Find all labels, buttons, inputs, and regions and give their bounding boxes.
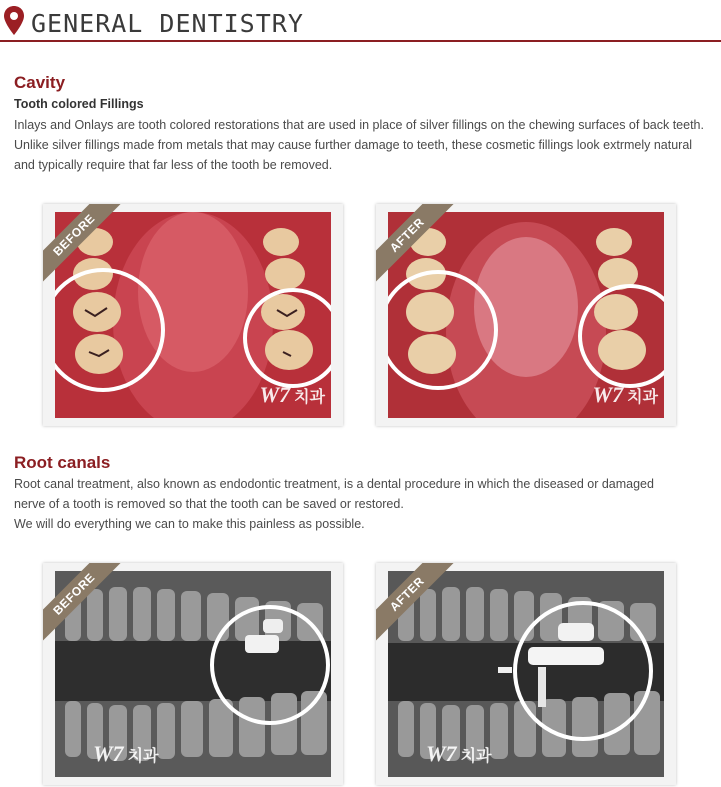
watermark-text: 치과 bbox=[294, 389, 325, 406]
cavity-description bbox=[14, 115, 704, 175]
w7-logo: W7 bbox=[93, 741, 124, 766]
cavity-after-card bbox=[376, 204, 676, 426]
root-before-card bbox=[43, 563, 343, 785]
cavity-subtitle: Tooth colored Fillings bbox=[14, 97, 144, 111]
page-title: GENERAL DENTISTRY bbox=[31, 9, 304, 38]
before-ribbon bbox=[43, 563, 133, 653]
cavity-line-2: Unlike silver fillings made from metals that may cause further damage to teeth, these cosmetic fillings look extrmely natural bbox=[14, 138, 693, 152]
clinic-watermark bbox=[426, 741, 491, 767]
header-divider bbox=[0, 40, 721, 42]
watermark-text: 치과 bbox=[627, 389, 658, 406]
before-label: BEFORE bbox=[50, 570, 98, 618]
cavity-line-3: and typically require that far less of the tooth be removed. bbox=[14, 158, 333, 172]
w7-logo: W7 bbox=[592, 382, 624, 407]
after-label: AFTER bbox=[387, 574, 427, 614]
root-line-2: nerve of a tooth is removed so that the tooth can be saved or restored. bbox=[14, 497, 404, 511]
root-line-1: Root canal treatment, also known as endodontic treatment, is a dental procedure in which the diseased or damaged bbox=[14, 477, 654, 491]
cavity-line-1: Inlays and Onlays are tooth colored restorations that are used in place of silver fillings on the chewing surfaces of back teeth. bbox=[14, 118, 704, 132]
location-pin-icon bbox=[3, 5, 25, 37]
root-canals-title: Root canals bbox=[14, 453, 111, 472]
watermark-text: 치과 bbox=[127, 748, 159, 765]
w7-logo: W7 bbox=[259, 382, 291, 407]
clinic-watermark bbox=[260, 382, 325, 408]
page-header bbox=[0, 0, 721, 42]
clinic-watermark bbox=[93, 741, 158, 767]
cavity-title: Cavity bbox=[14, 73, 66, 92]
cavity-before-card bbox=[43, 204, 343, 426]
after-label: AFTER bbox=[387, 215, 427, 255]
after-ribbon bbox=[376, 563, 466, 653]
before-ribbon bbox=[43, 204, 133, 294]
root-after-card bbox=[376, 563, 676, 785]
after-ribbon bbox=[376, 204, 466, 294]
w7-logo: W7 bbox=[426, 741, 457, 766]
before-label: BEFORE bbox=[50, 211, 98, 259]
clinic-watermark bbox=[593, 382, 658, 408]
root-line-3: We will do everything we can to make this painless as possible. bbox=[14, 517, 365, 531]
root-canals-description bbox=[14, 474, 704, 534]
watermark-text: 치과 bbox=[460, 748, 492, 765]
